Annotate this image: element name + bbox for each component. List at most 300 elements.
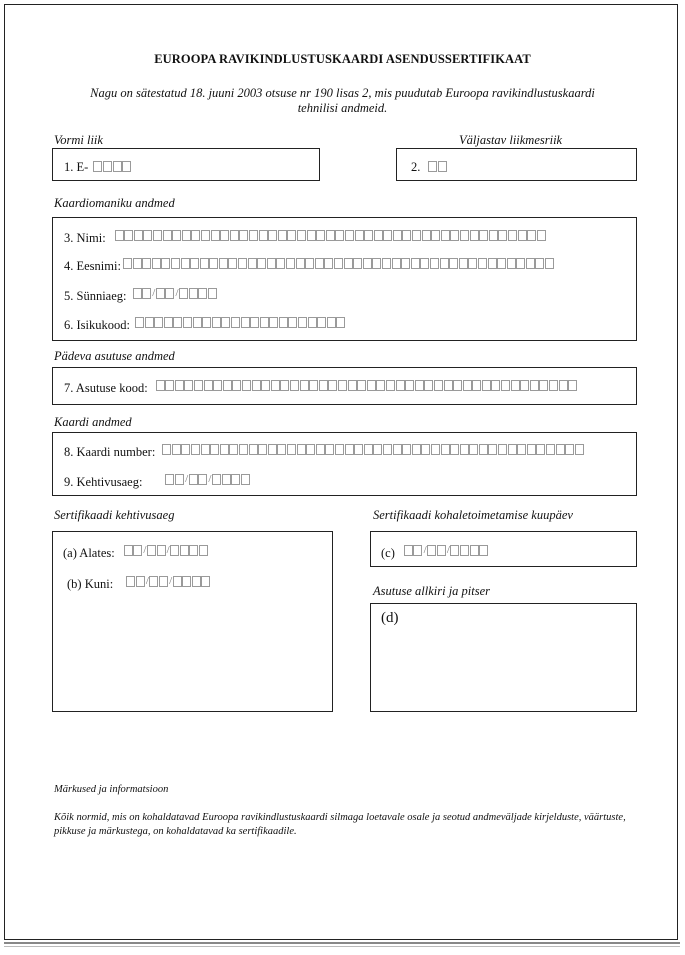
char-cell[interactable]: [287, 230, 296, 241]
char-cell[interactable]: [297, 444, 306, 455]
section-delivery-date: Sertifikaadi kohaletoimetamise kuupäev: [373, 508, 573, 522]
char-cell[interactable]: [441, 230, 450, 241]
char-cell[interactable]: [175, 380, 184, 391]
char-cell[interactable]: [181, 444, 190, 455]
char-cell[interactable]: [133, 545, 142, 556]
char-cell[interactable]: [250, 317, 259, 328]
char-cell[interactable]: [437, 545, 446, 556]
char-cell[interactable]: [162, 444, 171, 455]
char-cell[interactable]: [491, 380, 500, 391]
issuing-state-label: 2.: [411, 160, 421, 174]
char-cell[interactable]: [460, 230, 469, 241]
char-cell[interactable]: [376, 380, 385, 391]
char-cell[interactable]: [479, 230, 488, 241]
char-cell[interactable]: [231, 317, 240, 328]
char-cell[interactable]: [277, 444, 286, 455]
char-cell[interactable]: [535, 258, 544, 269]
char-cell[interactable]: [559, 380, 568, 391]
char-cell[interactable]: [241, 317, 250, 328]
char-cell[interactable]: [549, 380, 558, 391]
section-form-type: Vormi liik: [54, 133, 103, 147]
char-cell[interactable]: [201, 576, 210, 587]
char-cell[interactable]: [546, 444, 555, 455]
date-separator: /: [208, 473, 212, 485]
date-separator: /: [145, 575, 149, 587]
char-cell[interactable]: [290, 380, 299, 391]
name-cells[interactable]: [115, 230, 547, 241]
char-cell[interactable]: [335, 444, 344, 455]
issuing-state-field[interactable]: [411, 155, 448, 175]
char-cell[interactable]: [231, 474, 240, 485]
char-cell[interactable]: [536, 444, 545, 455]
form-type-cells[interactable]: [93, 161, 131, 172]
char-cell[interactable]: [575, 444, 584, 455]
char-cell[interactable]: [527, 230, 536, 241]
char-cell[interactable]: [412, 444, 421, 455]
char-cell[interactable]: [133, 288, 142, 299]
char-cell[interactable]: [516, 258, 525, 269]
valid-to-label: (b) Kuni:: [67, 577, 114, 591]
card-number-field[interactable]: [64, 440, 584, 460]
valid-from-cells[interactable]: [124, 545, 209, 556]
char-cell[interactable]: [460, 545, 469, 556]
institution-code-label: 7. Asutuse kood:: [64, 381, 148, 395]
char-cell[interactable]: [344, 258, 353, 269]
char-cell[interactable]: [126, 576, 135, 587]
char-cell[interactable]: [453, 380, 462, 391]
char-cell[interactable]: [229, 444, 238, 455]
char-cell[interactable]: [147, 545, 156, 556]
char-cell[interactable]: [438, 161, 447, 172]
char-cell[interactable]: [338, 380, 347, 391]
char-cell[interactable]: [165, 380, 174, 391]
char-cell[interactable]: [345, 444, 354, 455]
char-cell[interactable]: [184, 380, 193, 391]
char-cell[interactable]: [355, 230, 364, 241]
char-cell[interactable]: [372, 258, 381, 269]
char-cell[interactable]: [325, 444, 334, 455]
char-cell[interactable]: [430, 258, 439, 269]
char-cell[interactable]: [413, 545, 422, 556]
char-cell[interactable]: [421, 444, 430, 455]
char-cell[interactable]: [328, 380, 337, 391]
char-cell[interactable]: [115, 230, 124, 241]
char-cell[interactable]: [441, 444, 450, 455]
signature-label: (d): [381, 610, 399, 626]
char-cell[interactable]: [248, 258, 257, 269]
char-cell[interactable]: [393, 444, 402, 455]
char-cell[interactable]: [501, 380, 510, 391]
char-cell[interactable]: [363, 258, 372, 269]
char-cell[interactable]: [431, 444, 440, 455]
char-cell[interactable]: [478, 258, 487, 269]
char-cell[interactable]: [278, 230, 287, 241]
char-cell[interactable]: [373, 444, 382, 455]
char-cell[interactable]: [241, 474, 250, 485]
char-cell[interactable]: [449, 258, 458, 269]
char-cell[interactable]: [367, 380, 376, 391]
date-separator: /: [185, 473, 189, 485]
char-cell[interactable]: [123, 258, 132, 269]
char-cell[interactable]: [93, 161, 102, 172]
char-cell[interactable]: [164, 317, 173, 328]
char-cell[interactable]: [393, 230, 402, 241]
char-cell[interactable]: [165, 288, 174, 299]
char-cell[interactable]: [440, 258, 449, 269]
char-cell[interactable]: [134, 230, 143, 241]
char-cell[interactable]: [133, 258, 142, 269]
delivery-date-label: (c): [381, 546, 395, 560]
char-cell[interactable]: [193, 317, 202, 328]
char-cell[interactable]: [228, 258, 237, 269]
char-cell[interactable]: [259, 230, 268, 241]
char-cell[interactable]: [180, 545, 189, 556]
char-cell[interactable]: [222, 474, 231, 485]
char-cell[interactable]: [357, 380, 366, 391]
char-cell[interactable]: [470, 545, 479, 556]
char-cell[interactable]: [212, 474, 221, 485]
char-cell[interactable]: [182, 576, 191, 587]
char-cell[interactable]: [157, 545, 166, 556]
char-cell[interactable]: [190, 258, 199, 269]
char-cell[interactable]: [470, 230, 479, 241]
delivery-date-cells[interactable]: [404, 545, 489, 556]
char-cell[interactable]: [498, 444, 507, 455]
section-institution: Pädeva asutuse andmed: [54, 349, 175, 363]
char-cell[interactable]: [191, 444, 200, 455]
char-cell[interactable]: [424, 380, 433, 391]
first-name-field[interactable]: [64, 254, 555, 274]
char-cell[interactable]: [508, 230, 517, 241]
char-cell[interactable]: [182, 230, 191, 241]
char-cell[interactable]: [469, 444, 478, 455]
char-cell[interactable]: [287, 444, 296, 455]
char-cell[interactable]: [518, 230, 527, 241]
char-cell[interactable]: [201, 444, 210, 455]
char-cell[interactable]: [198, 288, 207, 299]
document-title: EUROOPA RAVIKINDLUSTUSKAARDI ASENDUSSERTIFIKAAT: [154, 52, 531, 66]
char-cell[interactable]: [565, 444, 574, 455]
char-cell[interactable]: [386, 380, 395, 391]
char-cell[interactable]: [220, 444, 229, 455]
delivery-date-field[interactable]: [381, 541, 489, 561]
char-cell[interactable]: [212, 317, 221, 328]
char-cell[interactable]: [556, 444, 565, 455]
char-cell[interactable]: [209, 258, 218, 269]
char-cell[interactable]: [156, 288, 165, 299]
char-cell[interactable]: [260, 317, 269, 328]
char-cell[interactable]: [271, 380, 280, 391]
char-cell[interactable]: [401, 258, 410, 269]
char-cell[interactable]: [402, 230, 411, 241]
char-cell[interactable]: [428, 161, 437, 172]
char-cell[interactable]: [489, 230, 498, 241]
char-cell[interactable]: [479, 545, 488, 556]
char-cell[interactable]: [526, 258, 535, 269]
char-cell[interactable]: [156, 380, 165, 391]
char-cell[interactable]: [142, 288, 151, 299]
institution-code-cells[interactable]: [156, 380, 578, 391]
char-cell[interactable]: [405, 380, 414, 391]
char-cell[interactable]: [181, 258, 190, 269]
char-cell[interactable]: [189, 288, 198, 299]
char-cell[interactable]: [171, 258, 180, 269]
char-cell[interactable]: [336, 317, 345, 328]
char-cell[interactable]: [300, 380, 309, 391]
char-cell[interactable]: [200, 258, 209, 269]
char-cell[interactable]: [230, 230, 239, 241]
char-cell[interactable]: [411, 258, 420, 269]
page-shadow: [4, 942, 680, 944]
char-cell[interactable]: [459, 258, 468, 269]
char-cell[interactable]: [136, 576, 145, 587]
name-field[interactable]: [64, 226, 546, 246]
char-cell[interactable]: [280, 380, 289, 391]
char-cell[interactable]: [192, 576, 201, 587]
char-cell[interactable]: [210, 444, 219, 455]
char-cell[interactable]: [189, 545, 198, 556]
expiry-date-cells[interactable]: [165, 474, 250, 485]
char-cell[interactable]: [163, 230, 172, 241]
char-cell[interactable]: [249, 230, 258, 241]
char-cell[interactable]: [306, 444, 315, 455]
char-cell[interactable]: [402, 444, 411, 455]
char-cell[interactable]: [517, 444, 526, 455]
char-cell[interactable]: [172, 230, 181, 241]
char-cell[interactable]: [223, 380, 232, 391]
char-cell[interactable]: [191, 230, 200, 241]
char-cell[interactable]: [353, 258, 362, 269]
char-cell[interactable]: [199, 545, 208, 556]
char-cell[interactable]: [482, 380, 491, 391]
char-cell[interactable]: [317, 317, 326, 328]
char-cell[interactable]: [335, 230, 344, 241]
char-cell[interactable]: [498, 230, 507, 241]
char-cell[interactable]: [252, 380, 261, 391]
personal-code-cells[interactable]: [135, 317, 346, 328]
char-cell[interactable]: [183, 317, 192, 328]
date-separator: /: [152, 287, 156, 299]
char-cell[interactable]: [309, 380, 318, 391]
char-cell[interactable]: [326, 230, 335, 241]
valid-to-cells[interactable]: [126, 576, 211, 587]
char-cell[interactable]: [348, 380, 357, 391]
form-type-label: 1. E-: [64, 160, 89, 174]
char-cell[interactable]: [145, 317, 154, 328]
char-cell[interactable]: [194, 380, 203, 391]
char-cell[interactable]: [201, 230, 210, 241]
char-cell[interactable]: [142, 258, 151, 269]
char-cell[interactable]: [135, 317, 144, 328]
birth-date-field[interactable]: [64, 284, 217, 304]
char-cell[interactable]: [450, 444, 459, 455]
page-shadow-line: [4, 946, 680, 947]
char-cell[interactable]: [308, 317, 317, 328]
char-cell[interactable]: [450, 545, 459, 556]
char-cell[interactable]: [173, 317, 182, 328]
char-cell[interactable]: [488, 258, 497, 269]
char-cell[interactable]: [242, 380, 251, 391]
issuing-state-cells[interactable]: [428, 161, 447, 172]
char-cell[interactable]: [383, 230, 392, 241]
char-cell[interactable]: [257, 258, 266, 269]
section-signature: Asutuse allkiri ja pitser: [373, 584, 491, 598]
valid-from-field[interactable]: [63, 541, 209, 561]
name-label: 3. Nimi:: [64, 231, 106, 245]
char-cell[interactable]: [364, 444, 373, 455]
char-cell[interactable]: [530, 380, 539, 391]
date-separator: /: [169, 575, 173, 587]
char-cell[interactable]: [316, 444, 325, 455]
char-cell[interactable]: [152, 258, 161, 269]
char-cell[interactable]: [269, 317, 278, 328]
char-cell[interactable]: [298, 317, 307, 328]
char-cell[interactable]: [511, 380, 520, 391]
char-cell[interactable]: [508, 444, 517, 455]
char-cell[interactable]: [296, 258, 305, 269]
personal-code-label: 6. Isikukood:: [64, 318, 130, 332]
char-cell[interactable]: [404, 545, 413, 556]
char-cell[interactable]: [249, 444, 258, 455]
char-cell[interactable]: [334, 258, 343, 269]
char-cell[interactable]: [472, 380, 481, 391]
char-cell[interactable]: [258, 444, 267, 455]
char-cell[interactable]: [113, 161, 122, 172]
char-cell[interactable]: [276, 258, 285, 269]
valid-to-field[interactable]: [67, 572, 211, 592]
char-cell[interactable]: [520, 380, 529, 391]
char-cell[interactable]: [422, 230, 431, 241]
char-cell[interactable]: [305, 258, 314, 269]
date-separator: /: [166, 544, 170, 556]
char-cell[interactable]: [159, 576, 168, 587]
char-cell[interactable]: [238, 258, 247, 269]
char-cell[interactable]: [324, 258, 333, 269]
char-cell[interactable]: [232, 380, 241, 391]
char-cell[interactable]: [219, 258, 228, 269]
notes-heading: Märkused ja informatsioon: [54, 784, 169, 795]
personal-code-field[interactable]: [64, 313, 346, 333]
char-cell[interactable]: [431, 230, 440, 241]
char-cell[interactable]: [172, 444, 181, 455]
char-cell[interactable]: [539, 380, 548, 391]
char-cell[interactable]: [239, 444, 248, 455]
birth-date-cells[interactable]: [133, 288, 218, 299]
char-cell[interactable]: [204, 380, 213, 391]
char-cell[interactable]: [124, 230, 133, 241]
char-cell[interactable]: [415, 380, 424, 391]
char-cell[interactable]: [315, 258, 324, 269]
char-cell[interactable]: [268, 230, 277, 241]
char-cell[interactable]: [479, 444, 488, 455]
char-cell[interactable]: [507, 258, 516, 269]
card-number-label: 8. Kaardi number:: [64, 445, 156, 459]
char-cell[interactable]: [286, 258, 295, 269]
char-cell[interactable]: [122, 161, 131, 172]
char-cell[interactable]: [537, 230, 546, 241]
char-cell[interactable]: [179, 288, 188, 299]
char-cell[interactable]: [170, 545, 179, 556]
char-cell[interactable]: [420, 258, 429, 269]
char-cell[interactable]: [143, 230, 152, 241]
char-cell[interactable]: [374, 230, 383, 241]
expiry-date-field[interactable]: [64, 470, 250, 490]
notes-body: Kõik normid, mis on kohaldatavad Euroopa ravikindlustuskaardi silmaga loetavale osale ja seotud andmeväljade kirjelduste, väärtuste, pikkuse ja märkustega, on kohaldatavad ka sertifikaadile.: [54, 812, 626, 837]
char-cell[interactable]: [392, 258, 401, 269]
signature-box[interactable]: [370, 603, 637, 712]
char-cell[interactable]: [319, 380, 328, 391]
char-cell[interactable]: [444, 380, 453, 391]
char-cell[interactable]: [208, 288, 217, 299]
char-cell[interactable]: [153, 230, 162, 241]
valid-from-label: (a) Alates:: [63, 546, 115, 560]
char-cell[interactable]: [213, 380, 222, 391]
char-cell[interactable]: [279, 317, 288, 328]
char-cell[interactable]: [220, 230, 229, 241]
char-cell[interactable]: [211, 230, 220, 241]
char-cell[interactable]: [354, 444, 363, 455]
char-cell[interactable]: [527, 444, 536, 455]
char-cell[interactable]: [396, 380, 405, 391]
char-cell[interactable]: [221, 317, 230, 328]
section-issuing-state: Väljastav liikmesriik: [459, 133, 563, 147]
char-cell[interactable]: [463, 380, 472, 391]
char-cell[interactable]: [327, 317, 336, 328]
institution-code-field[interactable]: [64, 376, 578, 396]
char-cell[interactable]: [412, 230, 421, 241]
char-cell[interactable]: [364, 230, 373, 241]
char-cell[interactable]: [460, 444, 469, 455]
char-cell[interactable]: [124, 545, 133, 556]
char-cell[interactable]: [297, 230, 306, 241]
first-name-cells[interactable]: [123, 258, 555, 269]
char-cell[interactable]: [307, 230, 316, 241]
char-cell[interactable]: [345, 230, 354, 241]
char-cell[interactable]: [427, 545, 436, 556]
char-cell[interactable]: [450, 230, 459, 241]
char-cell[interactable]: [175, 474, 184, 485]
char-cell[interactable]: [434, 380, 443, 391]
char-cell[interactable]: [268, 444, 277, 455]
char-cell[interactable]: [468, 258, 477, 269]
char-cell[interactable]: [154, 317, 163, 328]
char-cell[interactable]: [382, 258, 391, 269]
form-type-field[interactable]: [64, 155, 132, 175]
char-cell[interactable]: [267, 258, 276, 269]
char-cell[interactable]: [198, 474, 207, 485]
char-cell[interactable]: [173, 576, 182, 587]
char-cell[interactable]: [189, 474, 198, 485]
section-card: Kaardi andmed: [54, 415, 132, 429]
char-cell[interactable]: [497, 258, 506, 269]
char-cell[interactable]: [545, 258, 554, 269]
char-cell[interactable]: [316, 230, 325, 241]
char-cell[interactable]: [165, 474, 174, 485]
char-cell[interactable]: [383, 444, 392, 455]
document-subtitle: Nagu on sätestatud 18. juuni 2003 otsuse nr 190 lisas 2, mis puudutab Euroopa ravikindlustuskaardi tehnilisi andmeid.: [90, 86, 595, 115]
char-cell[interactable]: [149, 576, 158, 587]
card-number-cells[interactable]: [162, 444, 584, 455]
char-cell[interactable]: [202, 317, 211, 328]
char-cell[interactable]: [239, 230, 248, 241]
char-cell[interactable]: [568, 380, 577, 391]
expiry-date-label: 9. Kehtivusaeg:: [64, 475, 143, 489]
char-cell[interactable]: [161, 258, 170, 269]
char-cell[interactable]: [288, 317, 297, 328]
char-cell[interactable]: [103, 161, 112, 172]
char-cell[interactable]: [488, 444, 497, 455]
char-cell[interactable]: [261, 380, 270, 391]
